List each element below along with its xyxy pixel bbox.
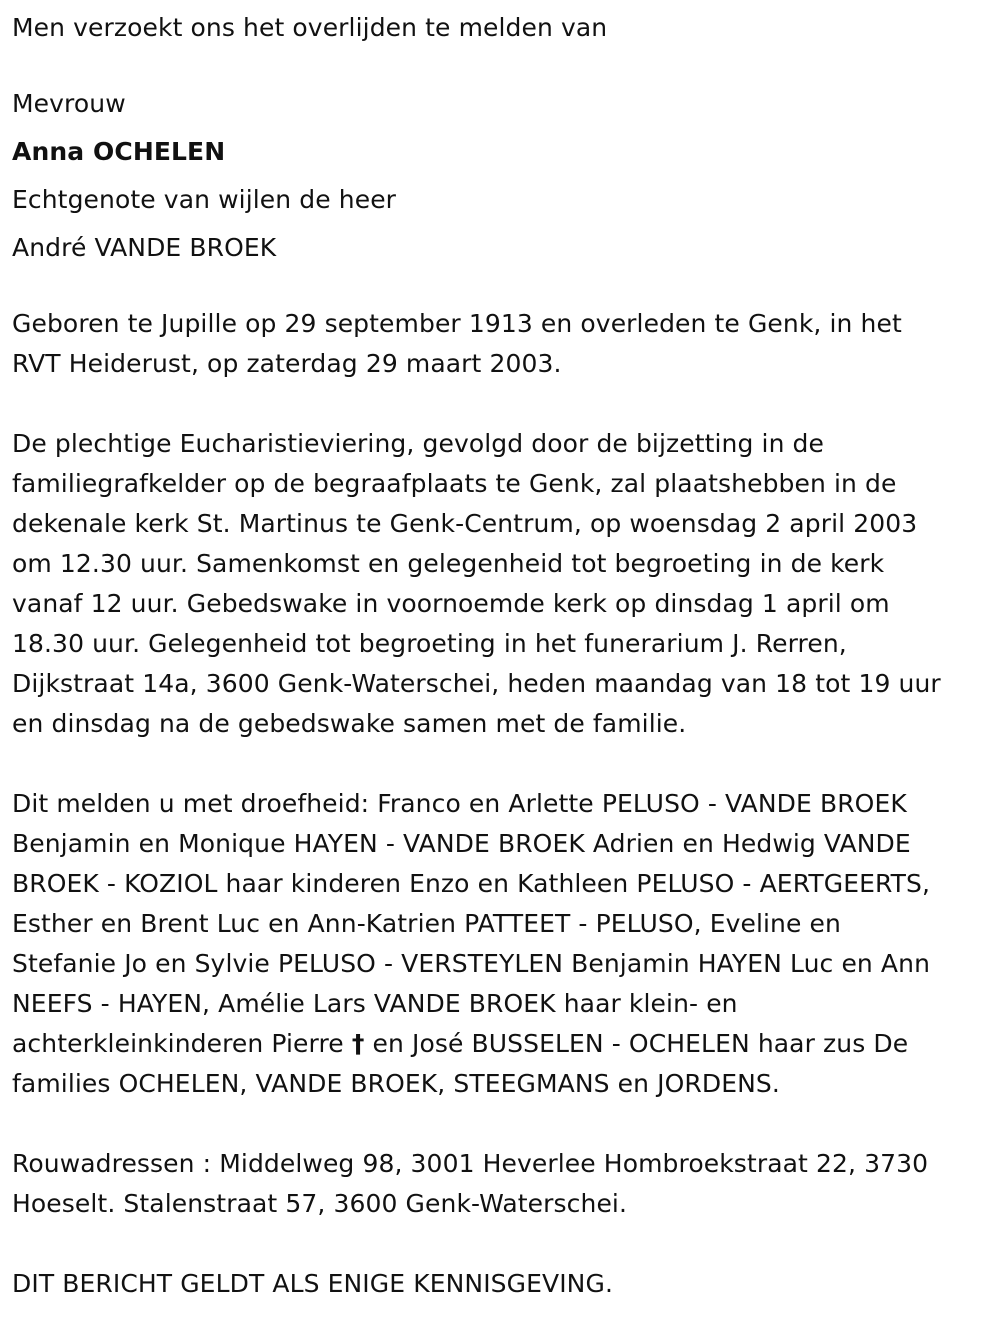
spacer <box>12 1104 988 1144</box>
cross-icon: † <box>351 1029 365 1058</box>
cross-line-before: achterkleinkinderen Pierre <box>12 1029 344 1058</box>
paragraph-line: Geboren te Jupille op 29 september 1913 en overleden te Genk, in het <box>12 309 902 338</box>
spacer <box>12 48 988 80</box>
cross-line-after: en José BUSSELEN - OCHELEN haar zus De <box>372 1029 909 1058</box>
paragraph-line: Hoeselt. Stalenstraat 57, 3600 Genk-Waterschei. <box>12 1189 628 1218</box>
family-paragraph <box>12 784 988 1104</box>
paragraph-line: om 12.30 uur. Samenkomst en gelegenheid tot begroeting in de kerk <box>12 549 885 578</box>
paragraph-line: NEEFS - HAYEN, Amélie Lars VANDE BROEK haar klein- en <box>12 989 738 1018</box>
spacer <box>12 1224 988 1264</box>
paragraph-line: vanaf 12 uur. Gebedswake in voornoemde kerk op dinsdag 1 april om <box>12 589 890 618</box>
deceased-block <box>12 80 988 272</box>
spacer <box>12 384 988 424</box>
paragraph-line: en dinsdag na de gebedswake samen met de familie. <box>12 709 687 738</box>
paragraph-line: Stefanie Jo en Sylvie PELUSO - VERSTEYLEN Benjamin HAYEN Luc en Ann <box>12 949 931 978</box>
paragraph-line: 18.30 uur. Gelegenheid tot begroeting in het funerarium J. Rerren, <box>12 629 847 658</box>
deceased-name: Anna OCHELEN <box>12 137 226 166</box>
paragraph-line: dekenale kerk St. Martinus te Genk-Centrum, op woensdag 2 april 2003 <box>12 509 918 538</box>
spacer <box>12 272 988 304</box>
paragraph-line: familiegrafkelder op de begraafplaats te Genk, zal plaatshebben in de <box>12 469 897 498</box>
ceremony-paragraph <box>12 424 988 744</box>
paragraph-line: De plechtige Eucharistieviering, gevolgd door de bijzetting in de <box>12 429 825 458</box>
paragraph-line <box>12 1024 988 1064</box>
paragraph-line: Benjamin en Monique HAYEN - VANDE BROEK Adrien en Hedwig VANDE <box>12 829 911 858</box>
paragraph-line: RVT Heiderust, op zaterdag 29 maart 2003. <box>12 349 562 378</box>
closing-notice: DIT BERICHT GELDT ALS ENIGE KENNISGEVING. <box>12 1269 613 1298</box>
spouse-name: André VANDE BROEK <box>12 233 277 262</box>
paragraph-line: Esther en Brent Luc en Ann-Katrien PATTEET - PELUSO, Eveline en <box>12 909 841 938</box>
intro-text: Men verzoekt ons het overlijden te melden van <box>12 13 608 42</box>
paragraph-line: families OCHELEN, VANDE BROEK, STEEGMANS en JORDENS. <box>12 1069 780 1098</box>
deceased-relation: Echtgenote van wijlen de heer <box>12 185 397 214</box>
paragraph-line: Dijkstraat 14a, 3600 Genk-Waterschei, heden maandag van 18 tot 19 uur <box>12 669 941 698</box>
birth-death-paragraph <box>12 304 988 384</box>
spacer <box>12 744 988 784</box>
paragraph-line: BROEK - KOZIOL haar kinderen Enzo en Kathleen PELUSO - AERTGEERTS, <box>12 869 931 898</box>
paragraph-line: Dit melden u met droefheid: Franco en Arlette PELUSO - VANDE BROEK <box>12 789 907 818</box>
addresses-paragraph <box>12 1144 988 1224</box>
deceased-title: Mevrouw <box>12 89 126 118</box>
paragraph-line: Rouwadressen : Middelweg 98, 3001 Heverlee Hombroekstraat 22, 3730 <box>12 1149 929 1178</box>
